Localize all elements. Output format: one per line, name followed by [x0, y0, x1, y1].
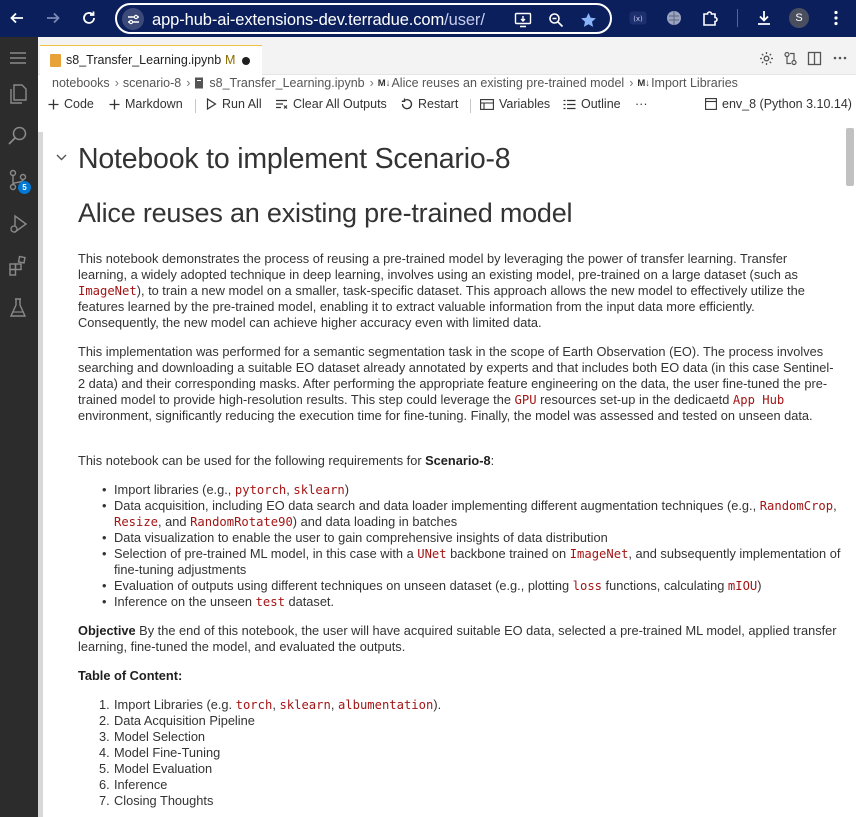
restart-label: Restart — [418, 97, 459, 111]
implementation-paragraph: This implementation was performed for a semantic segmentation task in the scope of Earth Observation (EO). The process involves searching and downloading a suitable EO dataset already annotated by experts and that includes both EO data (in this case Sentinel-2 data) and their corresponding masks. After performing the appropriate feature engineering on the data, the user fine-tuned the pre-trained model to provide high-resolution results. This step could leverage the GPU resources set-up in the dedicaetd App Hub environment, significantly reducing the execution time for fine-tuning. Finally, the model was assessed and tested on unseen data. — [78, 344, 834, 423]
collapse-cell-button[interactable] — [56, 148, 67, 166]
search-view-button[interactable] — [5, 123, 31, 149]
toolbar-divider — [195, 99, 196, 113]
run-debug-icon — [7, 213, 29, 235]
address-bar[interactable] — [115, 3, 612, 34]
tab-filename: s8_Transfer_Learning.ipynb — [66, 53, 222, 67]
zoom-button[interactable] — [546, 10, 566, 30]
extensions-icon — [7, 255, 29, 277]
editor-tab-bar — [38, 37, 856, 75]
toolbar-divider — [737, 9, 738, 27]
scrollbar-thumb[interactable] — [846, 128, 854, 186]
toc-list — [99, 697, 844, 809]
toc-item: 6. Inference — [99, 777, 168, 792]
notebook-file-icon — [194, 77, 204, 89]
back-button[interactable] — [6, 7, 28, 29]
chevron-down-icon — [56, 154, 67, 161]
run-all-button[interactable] — [206, 97, 262, 111]
run-debug-button[interactable] — [5, 211, 31, 237]
notebook-editor[interactable] — [38, 116, 856, 817]
more-actions-button[interactable] — [831, 49, 849, 67]
toc-item: 3. Model Selection — [99, 729, 206, 744]
toc-item: 2. Data Acquisition Pipeline — [99, 713, 255, 728]
notebook-toolbar — [38, 94, 856, 116]
variables-label: Variables — [499, 97, 551, 111]
download-icon — [755, 9, 773, 27]
list-item: • Data visualization to enable the user to gain comprehensive insights of data distribution — [102, 530, 608, 545]
explorer-button[interactable] — [5, 81, 31, 107]
kernel-label: env_8 (Python 3.10.14) — [722, 97, 852, 111]
hamburger-icon — [9, 51, 27, 65]
bookmark-button[interactable] — [578, 10, 598, 30]
requirements-list — [102, 482, 844, 610]
testing-button[interactable] — [5, 295, 31, 321]
reload-icon — [81, 10, 97, 26]
kernel-picker[interactable] — [705, 97, 852, 111]
breadcrumb-item[interactable]: s8_Transfer_Learning.ipynb — [209, 76, 365, 90]
notebook-heading-1: Notebook to implement Scenario-8 — [78, 143, 511, 175]
reload-button[interactable] — [78, 7, 100, 29]
breadcrumb-item[interactable]: scenario-8 — [122, 76, 182, 90]
zoom-icon — [548, 12, 564, 28]
add-code-label: Code — [64, 97, 94, 111]
kebab-menu-icon — [833, 10, 839, 26]
clear-outputs-label: Clear All Outputs — [293, 97, 387, 111]
unsaved-dot-icon[interactable] — [242, 57, 250, 65]
toolbar-more-button[interactable] — [635, 97, 648, 111]
markdown-icon: M↓ — [377, 77, 391, 89]
variables-icon — [480, 99, 494, 110]
activity-bar — [0, 37, 38, 817]
star-icon — [580, 12, 597, 29]
list-item: • Import libraries (e.g., pytorch, sklearn) — [102, 482, 350, 497]
chevron-right-icon: › — [629, 76, 634, 90]
play-icon — [206, 98, 217, 110]
tab-modified-indicator: M — [225, 53, 236, 67]
downloads-button[interactable] — [753, 7, 775, 29]
extension-ball-icon — [666, 10, 682, 26]
list-item: • Inference on the unseen test dataset. — [102, 594, 335, 609]
kernel-icon — [705, 98, 717, 110]
outline-list-icon — [563, 99, 576, 110]
arrow-left-icon — [9, 10, 25, 26]
extensions-view-button[interactable] — [5, 253, 31, 279]
breadcrumb-item[interactable]: Alice reuses an existing pre-trained model — [391, 76, 625, 90]
toc-item: 4. Model Fine-Tuning — [99, 745, 221, 760]
compare-icon — [783, 51, 798, 66]
menu-button[interactable] — [5, 45, 31, 71]
tune-icon — [127, 13, 140, 26]
list-item: • Evaluation of outputs using different techniques on unseen dataset (e.g., plotting loss functions, calculating mIOU) — [102, 578, 762, 593]
list-item: • Data acquisition, including EO data search and data loader implementing different augmentation techniques (e.g., RandomCrop, Resize, and RandomRotate90) and data loading in batches — [102, 498, 837, 529]
extensions-menu-button[interactable] — [699, 7, 721, 29]
variables-button[interactable] — [480, 97, 550, 111]
svg-text:(x): (x) — [633, 15, 643, 23]
url-host: app-hub-ai-extensions-dev.terradue.com — [152, 11, 445, 29]
restart-kernel-button[interactable] — [401, 97, 458, 111]
notebook-heading-2: Alice reuses an existing pre-trained model — [78, 198, 573, 228]
source-control-badge: 5 — [18, 181, 31, 194]
plus-icon — [109, 99, 120, 110]
install-icon — [514, 12, 532, 28]
toc-item: 1. Import Libraries (e.g. torch, sklearn, albumentation). — [99, 697, 442, 712]
chevron-right-icon: › — [186, 76, 191, 90]
markdown-icon: M↓ — [637, 77, 651, 89]
breadcrumb-item[interactable]: notebooks — [52, 76, 110, 90]
restart-icon — [401, 98, 413, 110]
arrow-right-icon — [45, 10, 61, 26]
breadcrumb — [52, 76, 742, 90]
add-markdown-cell-button[interactable] — [109, 97, 183, 111]
split-editor-button[interactable] — [805, 49, 823, 67]
extension-variable-icon — [629, 11, 647, 25]
site-info-button[interactable] — [122, 8, 144, 30]
toolbar-divider — [470, 99, 471, 113]
clear-all-icon — [275, 99, 288, 110]
url-path: /user/ — [444, 11, 485, 29]
requirements-intro: This notebook can be used for the following requirements for Scenario-8: — [78, 453, 495, 468]
toc-title: Table of Content: — [78, 668, 183, 683]
outline-label: Outline — [581, 97, 621, 111]
browser-toolbar — [0, 0, 856, 37]
gear-icon — [759, 51, 774, 66]
profile-avatar[interactable]: S — [789, 8, 809, 28]
forward-button[interactable] — [42, 7, 64, 29]
plus-icon — [48, 99, 59, 110]
toc-item: 7. Closing Thoughts — [99, 793, 214, 808]
extension-button[interactable] — [663, 7, 685, 29]
open-changes-button[interactable] — [781, 49, 799, 67]
puzzle-icon — [701, 9, 719, 27]
chevron-right-icon: › — [114, 76, 119, 90]
notebook-settings-button[interactable] — [757, 49, 775, 67]
outline-button[interactable] — [563, 97, 621, 111]
add-code-cell-button[interactable] — [48, 97, 94, 111]
search-icon — [7, 125, 29, 147]
install-app-button[interactable] — [513, 10, 533, 30]
extension-button[interactable] — [627, 7, 649, 29]
run-all-label: Run All — [222, 97, 262, 111]
split-editor-icon — [807, 51, 822, 66]
flask-icon — [7, 297, 29, 319]
editor-tab[interactable] — [40, 45, 262, 75]
breadcrumb-item[interactable]: Import Libraries — [651, 76, 738, 90]
cell-focus-indicator — [38, 132, 43, 817]
toc-item: 5. Model Evaluation — [99, 761, 213, 776]
objective-paragraph: Objective By the end of this notebook, the user will have acquired suitable EO data, selected a pre-trained ML model, applied transfer learning, fine-tuned the model, and evaluated the outputs. — [78, 623, 837, 654]
chevron-right-icon: › — [369, 76, 374, 90]
notebook-file-icon — [50, 54, 61, 67]
browser-menu-button[interactable] — [825, 7, 847, 29]
intro-paragraph: This notebook demonstrates the process of reusing a pre-trained model by leveraging the power of transfer learning. Transfer learning, a widely adopted technique in deep learning, involves using an existing model, pre-trained on a large dataset (such as ImageNet), to train a new model on a smaller, task-specific dataset. This approach allows the new model to effectively utilize the features learned by the pre-trained model, enabling it to extract valuable information from the input data more efficiently. Consequently, the new model can achieve higher accuracy even with limited data. — [78, 251, 805, 330]
list-item: • Selection of pre-trained ML model, in this case with a UNet backbone trained on ImageNet, and subsequently implementation of fine-tuning adjustments — [102, 546, 841, 577]
add-markdown-label: Markdown — [125, 97, 183, 111]
clear-outputs-button[interactable] — [275, 97, 387, 111]
ellipsis-icon — [833, 56, 847, 60]
more-label: ··· — [635, 97, 648, 111]
url-text[interactable] — [152, 11, 485, 30]
files-icon — [7, 83, 29, 105]
